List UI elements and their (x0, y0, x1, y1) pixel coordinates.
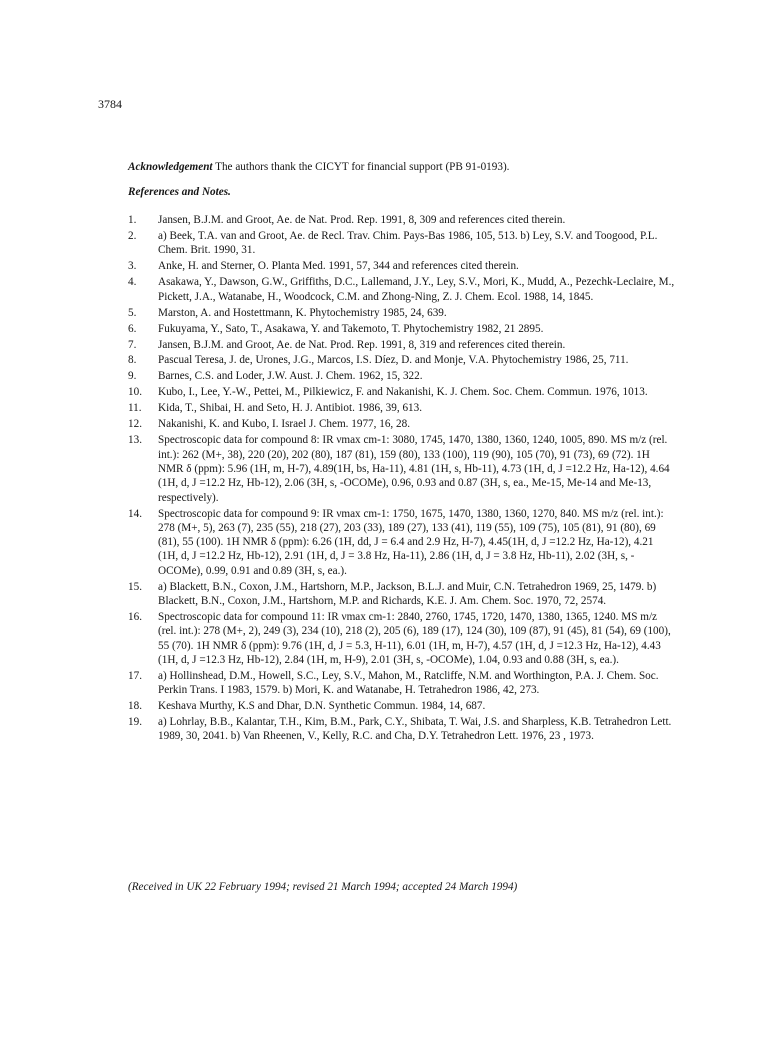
page-number: 3784 (98, 97, 122, 111)
reference-number: 2. (128, 229, 137, 242)
reference-item (128, 507, 676, 578)
reference-number: 8. (128, 354, 137, 367)
reference-number: 16. (128, 611, 142, 624)
reference-number: 3. (128, 260, 137, 273)
reference-text: Jansen, B.J.M. and Groot, Ae. de Nat. Prod. Rep. 1991, 8, 319 and references cited therein. (158, 338, 566, 351)
acknowledgement (128, 160, 668, 174)
reference-item (128, 369, 676, 383)
reference-item (128, 306, 676, 320)
reference-number: 10. (128, 386, 142, 399)
reference-text: Spectroscopic data for compound 9: IR νmax cm-1: 1750, 1675, 1470, 1380, 1360, 1270, 840. MS m/z (rel. int.): 278 (M+, 5), 263 (7), 235 (55), 218 (27), 203 (33), 189 (27), 133 (41), 119 (55), 109 (75), 105 (81), 91 (80), 69 (81), 55 (100). 1H NMR δ (ppm): 6.26 (1H, dd, J = 6.4 and 2.9 Hz, H-7), 4.45(1H, d, J =12.2 Hz, Ha-12), 4.21 (1H, d, J =12.2 Hz, Hb-12), 2.91 (1H, d, J = 3.8 Hz, Ha-11), 2.86 (1H, d, J = 3.8 Hz, Hb-11), 2.02 (3H, s, -OCOMe), 0.99, 0.91 and 0.89 (3H, s, ea.). (158, 507, 664, 577)
reference-item (128, 338, 676, 352)
reference-number: 4. (128, 276, 137, 289)
reference-text: Jansen, B.J.M. and Groot, Ae. de Nat. Prod. Rep. 1991, 8, 309 and references cited therein. (158, 214, 566, 226)
reference-number: 6. (128, 322, 137, 335)
reference-item (128, 715, 676, 744)
reference-number: 18. (128, 700, 142, 713)
reference-number: 11. (128, 402, 142, 415)
reference-text: a) Hollinshead, D.M., Howell, S.C., Ley, S.V., Mahon, M., Ratcliffe, N.M. and Worthington, P.A. J. Chem. Soc. Perkin Trans. I 1983, 1579. b) Mori, K. and Watanabe, H. Tetrahedron 1986, 42, 273. (158, 669, 659, 697)
reference-text: Kida, T., Shibai, H. and Seto, H. J. Antibiot. 1986, 39, 613. (158, 402, 423, 415)
acknowledgement-text: The authors thank the CICYT for financial support (PB 91-0193). (212, 161, 510, 173)
reference-text: Fukuyama, Y., Sato, T., Asakawa, Y. and Takemoto, T. Phytochemistry 1982, 21 2895. (158, 322, 544, 335)
reference-item (128, 699, 676, 713)
reference-text: Asakawa, Y., Dawson, G.W., Griffiths, D.C., Lallemand, J.Y., Ley, S.V., Mori, K., Mudd, A., Pezechk-Leclaire, M., Pickett, J.A., Watanabe, H., Woodcock, C.M. and Zhong-Ning, Z. J. Chem. Ecol. 1988, 14, 1845. (158, 276, 675, 303)
reference-item (128, 229, 676, 258)
reference-text: Marston, A. and Hostettmann, K. Phytochemistry 1985, 24, 639. (158, 306, 447, 319)
reference-item (128, 353, 676, 367)
reference-text: Anke, H. and Sterner, O. Planta Med. 1991, 57, 344 and references cited therein. (158, 260, 519, 273)
reference-number: 14. (128, 507, 142, 520)
references-list (128, 213, 676, 745)
reference-item (128, 417, 676, 431)
reference-item (128, 401, 676, 415)
reference-number: 1. (128, 214, 137, 226)
acknowledgement-heading: Acknowledgement (128, 161, 213, 173)
reference-text: Pascual Teresa, J. de, Urones, J.G., Marcos, I.S. Díez, D. and Monje, V.A. Phytochemistry 1986, 25, 711. (158, 354, 629, 367)
reference-number: 5. (128, 306, 137, 319)
reference-text: Nakanishi, K. and Kubo, I. Israel J. Chem. 1977, 16, 28. (158, 418, 410, 431)
reference-text: Spectroscopic data for compound 11: IR νmax cm-1: 2840, 2760, 1745, 1720, 1470, 1380, 1365, 1240. MS m/z (rel. int.): 278 (M+, 2), 249 (3), 234 (10), 218 (2), 205 (6), 189 (17), 124 (30), 109 (87), 91 (45), 81 (54), 69 (100), 55 (70). 1H NMR δ (ppm): 9.76 (1H, d, J = 5.3, H-11), 6.01 (1H, m, H-7), 4.57 (1H, d, J =12.3 Hz, Ha-12), 4.43 (1H, d, J =12.3 Hz, Hb-12), 2.84 (1H, m, H-9), 2.01 (3H, s, -OCOMe), 1.04, 0.93 and 0.88 (3H, s, ea.). (158, 611, 671, 666)
reference-number: 19. (128, 716, 142, 729)
reference-item (128, 275, 676, 304)
reference-number: 9. (128, 370, 137, 383)
reference-item (128, 259, 676, 273)
reference-number: 17. (128, 669, 142, 682)
reference-text: Barnes, C.S. and Loder, J.W. Aust. J. Chem. 1962, 15, 322. (158, 370, 423, 383)
reference-item (128, 580, 676, 609)
reference-text: a) Beek, T.A. van and Groot, Ae. de Recl. Trav. Chim. Pays-Bas 1986, 105, 513. b) Ley, S.V. and Toogood, P.L. Chem. Brit. 1990, 31. (158, 229, 658, 257)
reference-item (128, 322, 676, 336)
references-heading: References and Notes. (128, 186, 231, 198)
reference-number: 15. (128, 580, 142, 593)
reference-text: a) Lohrlay, B.B., Kalantar, T.H., Kim, B.M., Park, C.Y., Shibata, T. Wai, J.S. and Sharpless, K.B. Tetrahedron Lett. 1989, 30, 2041. b) Van Rheenen, V., Kelly, R.C. and Cha, D.Y. Tetrahedron Lett. 1976, 23 , 1973. (158, 716, 672, 743)
reference-number: 13. (128, 434, 142, 447)
reference-item (128, 213, 676, 227)
reference-text: Kubo, I., Lee, Y.-W., Pettei, M., Pilkiewicz, F. and Nakanishi, K. J. Chem. Soc. Chem. Commun. 1976, 1013. (158, 386, 648, 399)
reference-text: Spectroscopic data for compound 8: IR νmax cm-1: 3080, 1745, 1470, 1380, 1360, 1240, 1005, 890. MS m/z (rel. int.): 262 (M+, 38), 220 (20), 202 (80), 187 (81), 159 (80), 133 (100), 119 (90), 105 (70), 91 (73), 69 (72). 1H NMR δ (ppm): 5.96 (1H, m, H-7), 4.89(1H, bs, Ha-11), 4.81 (1H, s, Hb-11), 4.73 (1H, d, J =12.2 Hz, Ha-12), 4.64 (1H, d, J =12.2 Hz, Hb-12), 2.06 (3H, s, -OCOMe), 0.96, 0.93 and 0.87 (3H, s, ea., Me-15, Me-14 and Me-13, respectively). (158, 434, 670, 504)
reference-item (128, 669, 676, 698)
reference-number: 7. (128, 338, 137, 351)
reference-item (128, 433, 676, 504)
reference-text: Keshava Murthy, K.S and Dhar, D.N. Synthetic Commun. 1984, 14, 687. (158, 700, 486, 713)
reference-item (128, 610, 676, 667)
reference-number: 12. (128, 418, 142, 431)
reference-text: a) Blackett, B.N., Coxon, J.M., Hartshorn, M.P., Jackson, B.L.J. and Muir, C.N. Tetrahedron 1969, 25, 1479. b) Blackett, B.N., Coxon, J.M., Hartshorn, M.P. and Richards, K.E. J. Am. Chem. Soc. 1970, 72, 2574. (158, 580, 657, 608)
received-dates: (Received in UK 22 February 1994; revised 21 March 1994; accepted 24 March 1994) (128, 881, 518, 893)
reference-item (128, 385, 676, 399)
